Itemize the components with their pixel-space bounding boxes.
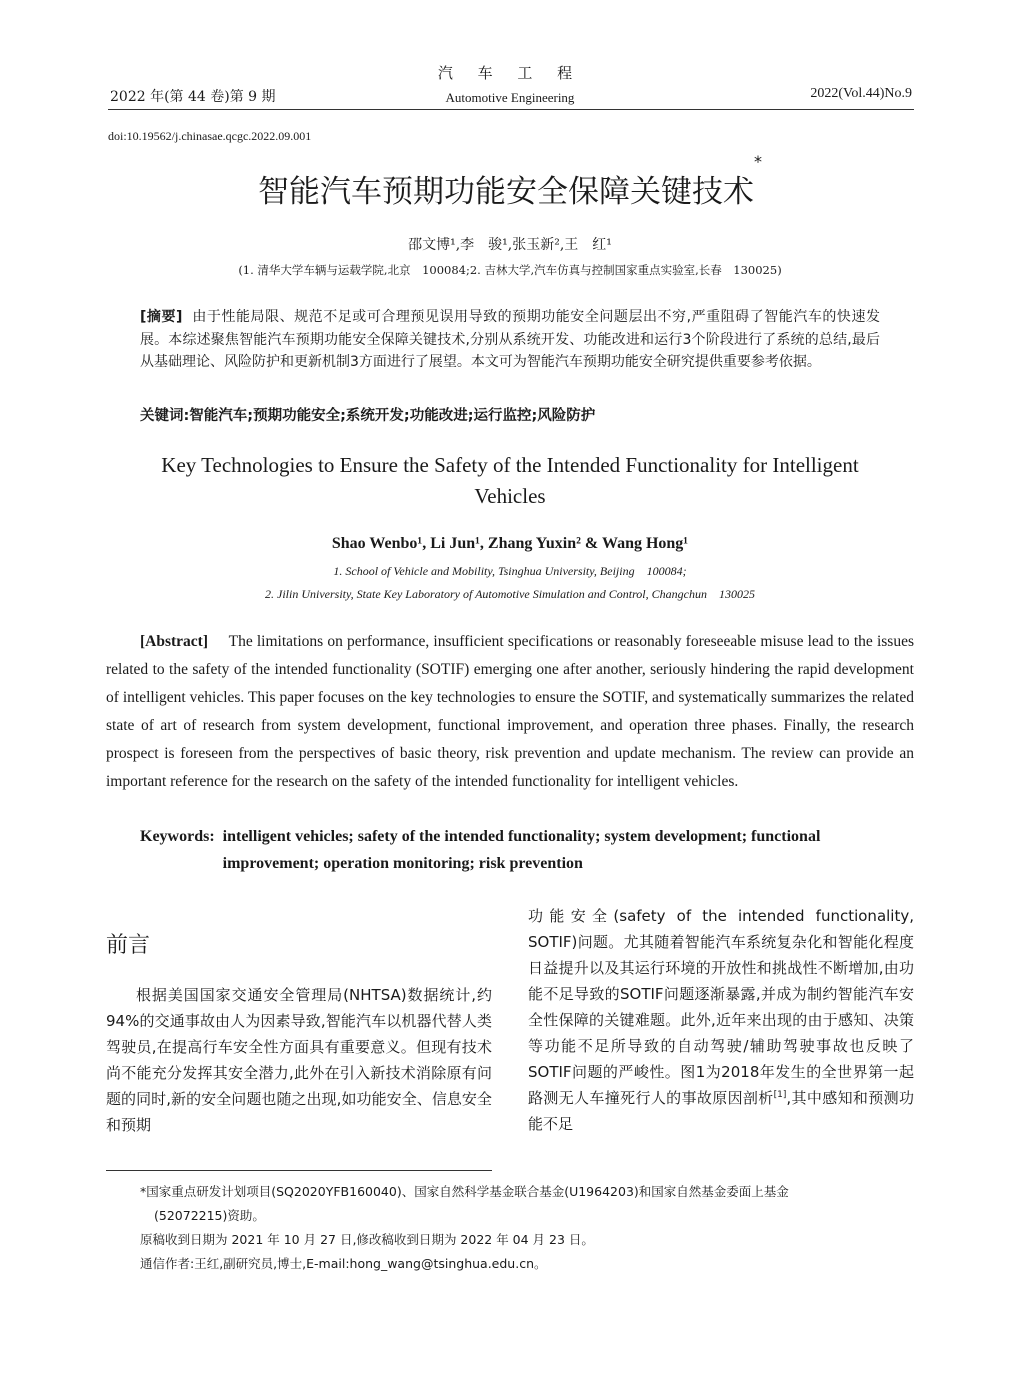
affiliation-en-1: 1. School of Vehicle and Mobility, Tsinghua University, Beijing 100084; <box>333 564 687 578</box>
citation-1[interactable]: [1] <box>773 1090 787 1100</box>
body-column-left: 根据美国国家交通安全管理局(NHTSA)数据统计,约94%的交通事故由人为因素导致,智能汽车以机器代替人类驾驶员,在提高行车安全性方面具有重要意义。但现有技术尚不能充分发挥其安全潜力,此外在引入新技术消除原有问题的同时,新的安全问题也随之出现,如功能安全、信息安全和预期 <box>106 986 492 1134</box>
issue-cn: 2022 年(第 44 卷)第 9 期 <box>110 89 276 105</box>
body-column-right <box>528 903 914 1137</box>
doi: doi:10.19562/j.chinasae.qcgc.2022.09.001 <box>108 129 312 143</box>
paper-title-en: Key Technologies to Ensure the Safety of the Intended Functionality for Intelligent Vehicles <box>161 453 859 508</box>
footnotes <box>140 1180 914 1276</box>
title-footnote-mark: * <box>754 152 762 171</box>
footnote-funding: *国家重点研发计划项目(SQ2020YFB160040)、国家自然科学基金联合基金(U1964203)和国家自然基金委面上基金 <box>140 1184 789 1199</box>
footnote-rule <box>106 1170 492 1171</box>
title-cn-text: 智能汽车预期功能安全保障关键技术 <box>258 174 754 210</box>
journal-name-en: Automotive Engineering <box>445 90 575 105</box>
authors-en: Shao Wenbo¹, Li Jun¹, Zhang Yuxin² & Wang Hong¹ <box>331 535 689 552</box>
keywords-cn: 关键词:智能汽车;预期功能安全;系统开发;功能改进;运行监控;风险防护 <box>140 408 596 424</box>
affiliations-cn: (1. 清华大学车辆与运载学院,北京 100084;2. 吉林大学,汽车仿真与控制国家重点实验室,长春 130025) <box>238 263 782 277</box>
issue-en: 2022(Vol.44)No.9 <box>810 86 912 101</box>
header-rule <box>108 109 914 110</box>
keywords-en-text: intelligent vehicles; safety of the intended functionality; system development; functional improvement; operation monitoring; risk prevention <box>222 828 821 872</box>
abstract-en-text: The limitations on performance, insufficient specifications or reasonably foreseeable misuse lead to the issues related to the safety of the intended functionality (SOTIF) emerging one after another, seriously hindering the rapid development of intelligent vehicles. This paper focuses on the key technologies to ensure the SOTIF, and systematically summarizes the related state of art of research from system development, functional improvement, and operation three phases. Finally, the research prospect is foreseen from the perspectives of basic theory, risk prevention and update mechanism. The review can provide an important reference for the research on the safety of the intended functionality for intelligent vehicles. <box>106 633 914 790</box>
journal-name-cn: 汽 车 工 程 <box>437 64 583 82</box>
affiliation-en-2: 2. Jilin University, State Key Laboratory of Automotive Simulation and Control, Changchun 130025 <box>265 587 755 601</box>
abstract-cn-label: [摘要] <box>140 309 183 325</box>
abstract-cn-text: 由于性能局限、规范不足或可合理预见误用导致的预期功能安全问题层出不穷,严重阻碍了智能汽车的快速发展。本综述聚焦智能汽车预期功能安全保障关键技术,分别从系统开发、功能改进和运行3个阶段进行了系统的总结,最后从基础理论、风险防护和更新机制3方面进行了展望。本文可为智能汽车预期功能安全研究提供重要参考依据。 <box>140 309 881 370</box>
authors-cn: 邵文博¹,李 骏¹,张玉新²,王 红¹ <box>408 237 612 253</box>
footnote-funding-cont: (52072215)资助。 <box>154 1208 265 1223</box>
section-title-introduction: 前言 <box>106 933 151 958</box>
footnote-correspondence: 通信作者:王红,副研究员,博士,E-mail:hong_wang@tsinghua.edu.cn。 <box>140 1256 547 1271</box>
body-right-text: 功能安全(safety of the intended functionality, SOTIF)问题。尤其随着智能汽车系统复杂化和智能化程度日益提升以及其运行环境的开放性和挑战性不断增加,由功能不足导致的SOTIF问题逐渐暴露,并成为制约智能汽车安全性保障的关键难题。此外,近年来出现的由于感知、决策等功能不足所导致的自动驾驶/辅助驾驶事故也反映了SOTIF问题的严峻性。图1为2018年发生的全世界第一起路测无人车撞死行人的事故原因剖析 <box>528 907 914 1107</box>
keywords-en-label: Keywords: <box>140 828 215 845</box>
paper-title-cn <box>0 152 1020 211</box>
keywords-en <box>140 823 914 877</box>
abstract-cn <box>140 306 880 374</box>
footnote-received: 原稿收到日期为 2021 年 10 月 27 日,修改稿收到日期为 2022 年 04 月 23 日。 <box>140 1232 594 1247</box>
body-right-text-end: ,其中感知和预测功能不足 <box>528 1089 914 1133</box>
abstract-en <box>106 628 914 796</box>
abstract-en-label: [Abstract] <box>140 633 209 650</box>
